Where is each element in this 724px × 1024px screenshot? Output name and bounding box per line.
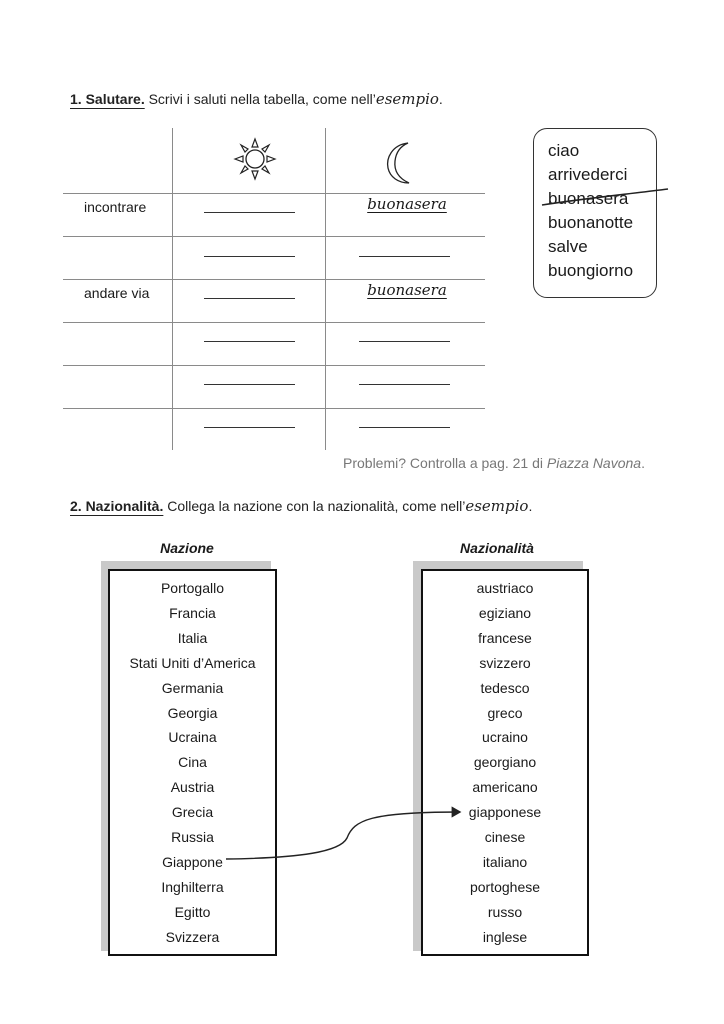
answer-blank[interactable] (204, 298, 295, 299)
nation-item[interactable]: Georgia (167, 704, 218, 721)
nationality-item[interactable]: austriaco (476, 580, 534, 596)
table-divider-horizontal (63, 408, 485, 409)
nationality-item[interactable]: georgiano (473, 754, 537, 771)
word-bank-item: buonanotte (548, 213, 634, 232)
answer-blank[interactable] (359, 384, 450, 385)
table-divider-horizontal (63, 279, 485, 280)
answer-blank[interactable] (359, 427, 450, 428)
nation-item[interactable]: Cina (178, 754, 207, 771)
moon-icon (378, 140, 414, 186)
word-bank-item: arrivederci (548, 165, 628, 184)
nation-item[interactable]: Inghilterra (161, 878, 224, 895)
table-divider-vertical (325, 128, 326, 450)
section-2-tail: . (528, 498, 533, 514)
answer-blank[interactable] (359, 256, 450, 257)
word-bank-item: buonasera (548, 189, 629, 208)
row-label-andare-via: andare via (84, 285, 150, 301)
nationality-column-title: Nazionalità (460, 540, 534, 556)
nation-item[interactable]: Ucraina (168, 729, 217, 746)
answer-blank[interactable] (204, 427, 295, 428)
answer-blank[interactable] (204, 256, 295, 257)
nationality-item[interactable]: portoghese (469, 878, 541, 895)
reference-note (343, 455, 645, 471)
section-1-heading (70, 90, 443, 108)
word-bank-item: ciao (548, 141, 580, 160)
sun-icon (232, 136, 278, 182)
nationality-item[interactable]: giapponese (468, 804, 542, 821)
reference-note-end: . (641, 455, 645, 471)
nationality-item[interactable]: italiano (482, 853, 528, 870)
nationality-item[interactable]: tedesco (480, 679, 530, 696)
nation-list (108, 569, 277, 956)
section-2-heading (70, 497, 532, 515)
word-bank-item: buongiorno (548, 261, 634, 280)
row-label-incontrare: incontrare (84, 199, 147, 215)
answer-blank[interactable] (204, 384, 295, 385)
nation-column-title: Nazione (160, 540, 214, 556)
nation-item[interactable]: Svizzera (165, 928, 220, 945)
section-1-example: esempio (375, 90, 439, 108)
nation-item[interactable]: Giappone (162, 853, 223, 870)
nationality-item[interactable]: ucraino (482, 729, 528, 746)
nation-item[interactable]: Grecia (171, 804, 214, 821)
table-divider-horizontal (63, 236, 485, 237)
word-bank (533, 128, 657, 298)
sample-answer: buonasera (367, 195, 447, 213)
nationality-list (421, 569, 589, 956)
nation-item[interactable]: Egitto (174, 903, 211, 920)
sample-answer: buonasera (367, 281, 447, 299)
table-divider-vertical (172, 128, 173, 450)
table-divider-horizontal (63, 193, 485, 194)
nationality-item[interactable]: greco (487, 704, 523, 721)
answer-blank[interactable] (204, 341, 295, 342)
nation-item[interactable]: Germania (161, 679, 224, 696)
nationality-item[interactable]: francese (478, 629, 532, 646)
nationality-item[interactable]: americano (472, 779, 538, 796)
section-2-number: 2. Nazionalità. (70, 498, 164, 514)
section-1-number: 1. Salutare. (70, 91, 145, 107)
section-1-tail: . (438, 91, 443, 107)
nationality-item[interactable]: svizzero (479, 654, 531, 671)
nationality-item[interactable]: cinese (484, 829, 526, 845)
section-2-example: esempio (465, 497, 529, 515)
nation-item[interactable]: Stati Uniti d’America (129, 654, 256, 671)
reference-note-text: Problemi? Controlla a pag. 21 di (343, 455, 547, 471)
section-1-instruction: Scrivi i saluti nella tabella, come nell’ (148, 91, 376, 107)
nation-item[interactable]: Russia (171, 829, 214, 845)
nation-item[interactable]: Francia (169, 604, 216, 621)
nation-item[interactable]: Austria (170, 779, 215, 796)
nation-item[interactable]: Portogallo (160, 580, 225, 596)
reference-book-title: Piazza Navona (546, 455, 642, 471)
nationality-item[interactable]: egiziano (478, 604, 532, 621)
answer-blank[interactable] (359, 341, 450, 342)
word-bank-item: salve (548, 237, 588, 256)
table-divider-horizontal (63, 365, 485, 366)
nation-item[interactable]: Italia (177, 629, 208, 646)
nationality-item[interactable]: russo (487, 903, 523, 920)
nationality-item[interactable]: inglese (482, 928, 528, 945)
table-divider-horizontal (63, 322, 485, 323)
section-2-instruction: Collega la nazione con la nazionalità, come nell’ (167, 498, 466, 514)
answer-blank[interactable] (204, 212, 295, 213)
